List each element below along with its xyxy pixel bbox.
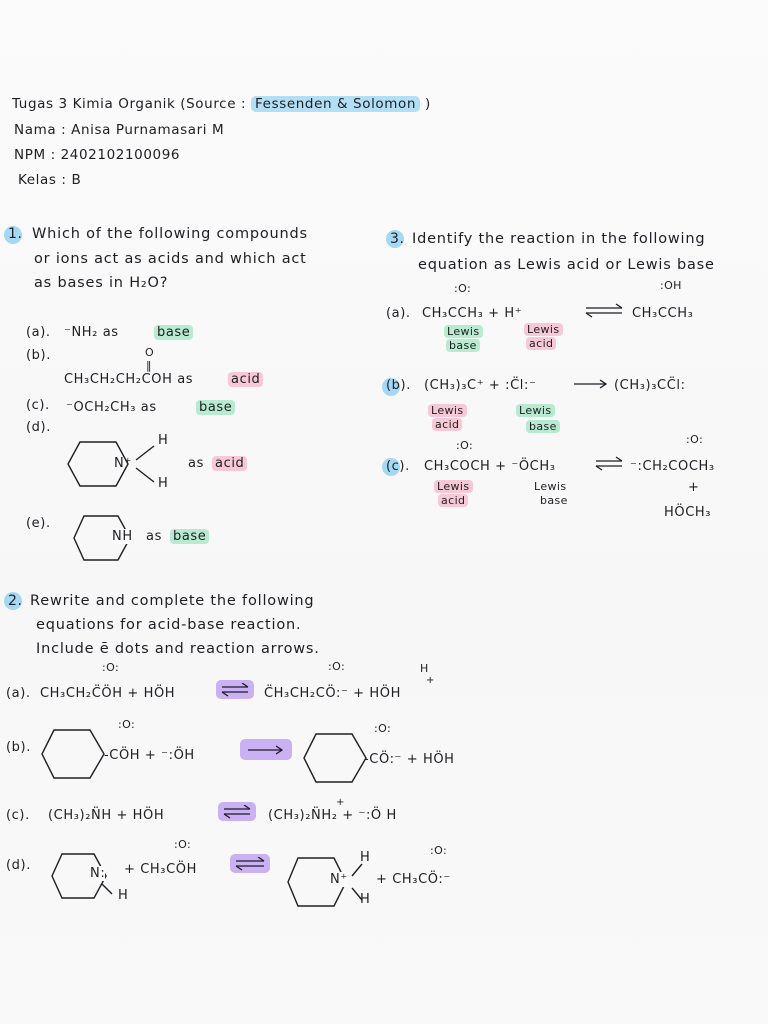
q2-d-arrow (230, 856, 270, 871)
q1-d-label: (d). (26, 420, 51, 435)
q2-b-oxygen1: :O: (118, 718, 136, 731)
q3-a-oxygen: :O: (454, 282, 472, 295)
purple-highlight (216, 680, 254, 699)
q2-d-reactant2: + CH₃CÖH (124, 862, 197, 877)
q3-c-label: (c). (386, 459, 410, 474)
lewis-label: Lewis (524, 323, 563, 336)
q1-number: 1. (8, 226, 23, 242)
q1-d-hydrogen-bottom: H (158, 476, 169, 491)
q2-b-oxygen2: :O: (374, 722, 392, 735)
q1-a-formula: ⁻NH₂ as (64, 325, 119, 340)
q1-e-nh: NH (112, 529, 133, 544)
lewis-label: Lewis (434, 480, 473, 493)
q1-b-answer (228, 372, 263, 387)
q2-d-oxygen1: :O: (174, 838, 192, 851)
q2-b-label: (b). (6, 740, 31, 755)
q1-e-as: as (146, 529, 162, 544)
q2-d-oxygen2: :O: (430, 844, 448, 857)
q3-c-lewis2-type (540, 494, 568, 507)
lewis-type: base (446, 339, 480, 352)
q2-b-products: -CÖ:⁻ + HÖH (364, 752, 455, 767)
lewis-label: Lewis (428, 404, 467, 417)
header-nama: Nama : Anisa Purnamasari M (14, 122, 225, 138)
header-kelas: Kelas : B (18, 172, 82, 188)
answer-acid-highlight: acid (228, 372, 263, 387)
q3-b-forward-arrow (572, 378, 610, 390)
q2-a-equilibrium-arrow (220, 683, 250, 697)
q2-d-label: (d). (6, 858, 31, 873)
q2-c-reactants: (CH₃)₂N̈H + HÖH (48, 808, 165, 823)
q3-c-plus: + (688, 480, 700, 495)
q2-c-plus-charge: + (336, 797, 345, 808)
lewis-type: acid (432, 418, 462, 431)
purple-highlight (230, 854, 270, 873)
q3-a-products: CH₃CCH₃ (632, 306, 694, 321)
answer-base-highlight: base (196, 400, 235, 415)
q3-c-lewis2 (534, 480, 567, 493)
q1-b-label: (b). (26, 348, 51, 363)
q2-question-line3: Include ē dots and reaction arrows. (36, 641, 320, 657)
q2-b-cyclohexane-ring-1 (40, 726, 108, 782)
q3-c-products: ⁻:CH₂COCH₃ (630, 459, 715, 474)
q3-b-lewis1-type (432, 418, 462, 431)
q2-a-arrow (216, 682, 254, 697)
q3-c-lewis1 (434, 480, 473, 493)
q3-a-lewis2-type (526, 337, 556, 350)
q1-e-answer (170, 529, 209, 544)
q2-c-products: (CH₃)₂N̈H₂ + ⁻:Ö H (268, 808, 397, 823)
q2-d-hydrogen1: H (118, 888, 129, 903)
q3-a-oh: :OH (660, 279, 682, 292)
q3-a-reactants: CH₃CCH₃ + H⁺ (422, 306, 523, 321)
q3-question-line1: Identify the reaction in the following (412, 231, 706, 247)
title-prefix: Tugas 3 Kimia Organik (Source : (12, 96, 247, 112)
q3-a-lewis2 (524, 323, 563, 336)
q3-a-lewis1-type (446, 339, 480, 352)
purple-highlight (240, 739, 292, 760)
q2-number: 2. (8, 593, 23, 609)
q1-a-answer (154, 325, 193, 340)
q1-d-nitrogen: N⁺ (114, 456, 132, 471)
q2-d-equilibrium-arrow (234, 857, 266, 871)
q3-c-product2: HÖCH₃ (664, 505, 712, 520)
q2-a-products: C̈H₃CH₂CÖ:⁻ + HÖH (264, 686, 401, 701)
q1-c-answer (196, 400, 235, 415)
q1-e-label: (e). (26, 516, 51, 531)
q1-c-formula: ⁻OCH₂CH₃ as (66, 400, 157, 415)
source-highlight: Fessenden & Solomon (251, 96, 420, 112)
q3-c-lewis1-type (438, 494, 468, 507)
header-title (12, 96, 431, 112)
lewis-type: acid (438, 494, 468, 507)
q3-b-products: (CH₃)₃CC̈l: (614, 378, 686, 393)
lewis-label: Lewis (444, 325, 483, 338)
q1-b-formula: CH₃CH₂CH₂COH as (64, 372, 194, 387)
q2-question-line2: equations for acid-base reaction. (36, 617, 302, 633)
q1-c-label: (c). (26, 398, 50, 413)
lewis-label: Lewis (516, 404, 555, 417)
q2-c-equilibrium-arrow (222, 805, 252, 819)
q3-b-lewis1 (428, 404, 467, 417)
q3-b-reactants: (CH₃)₃C⁺ + :C̈l:⁻ (424, 378, 537, 393)
lewis-label: Lewis (534, 480, 567, 493)
q2-a-plus-charge: + (426, 675, 435, 686)
q3-c-reactants: CH₃COCH + ⁻ÖCH₃ (424, 459, 556, 474)
q2-a-reactants: CH₃CH₂C̈ÖH + HÖH (40, 686, 176, 701)
q3-b-label: (b). (386, 378, 411, 393)
q2-d-hydrogen2a: H (360, 850, 371, 865)
q1-a-label: (a). (26, 325, 51, 340)
q3-a-lewis1 (444, 325, 483, 338)
q2-b-forward-arrow (246, 744, 286, 756)
lewis-type: base (540, 494, 568, 507)
q1-question-line1: Which of the following compounds (32, 226, 308, 242)
q1-d-as: as (188, 456, 204, 471)
q3-b-lewis2-type (526, 420, 560, 433)
q3-c-equilibrium-arrow (594, 455, 624, 471)
header-npm: NPM : 2402102100096 (14, 147, 181, 163)
lewis-type: base (526, 420, 560, 433)
q1-d-piperidinium-ring (66, 438, 146, 492)
q1-d-hydrogen-top: H (158, 433, 169, 448)
q3-a-equilibrium-arrow (584, 302, 624, 318)
q2-c-label: (c). (6, 808, 30, 823)
answer-base-highlight: base (170, 529, 209, 544)
q2-b-cyclohexane-ring-2 (302, 730, 370, 786)
lewis-type: acid (526, 337, 556, 350)
q2-b-arrow (240, 742, 292, 757)
q2-d-nitrogen1: N: (90, 866, 106, 881)
q3-c-oxygen2: :O: (686, 433, 704, 446)
q2-d-hydrogen2b: H (360, 892, 371, 907)
q2-a-oxygen1: :O: (102, 661, 120, 674)
purple-highlight (218, 802, 256, 821)
q3-number: 3. (390, 231, 405, 247)
title-suffix: ) (424, 96, 431, 112)
q2-a-label: (a). (6, 686, 31, 701)
answer-base-highlight: base (154, 325, 193, 340)
q2-c-arrow (218, 804, 256, 819)
q2-b-reactants: -CÖH + ⁻:ÖH (104, 748, 195, 763)
q1-b-double-bond: ‖ (146, 359, 152, 372)
q3-question-line2: equation as Lewis acid or Lewis base (418, 257, 715, 273)
q2-d-nitrogen2: N⁺ (330, 872, 348, 887)
q1-question-line3: as bases in H₂O? (34, 275, 169, 291)
q1-b-oxygen: O (145, 346, 155, 359)
q1-question-line2: or ions act as acids and which act (34, 251, 307, 267)
q3-a-label: (a). (386, 306, 411, 321)
answer-acid-highlight: acid (212, 456, 247, 471)
q1-d-answer (212, 456, 247, 471)
q3-c-oxygen1: :O: (456, 439, 474, 452)
q2-d-product2: + CH₃CÖ:⁻ (376, 872, 451, 887)
q2-question-line1: Rewrite and complete the following (30, 593, 315, 609)
q3-b-lewis2 (516, 404, 555, 417)
q2-a-oxygen2: :O: (328, 660, 346, 673)
q2-a-hydrogen: H (420, 662, 429, 675)
